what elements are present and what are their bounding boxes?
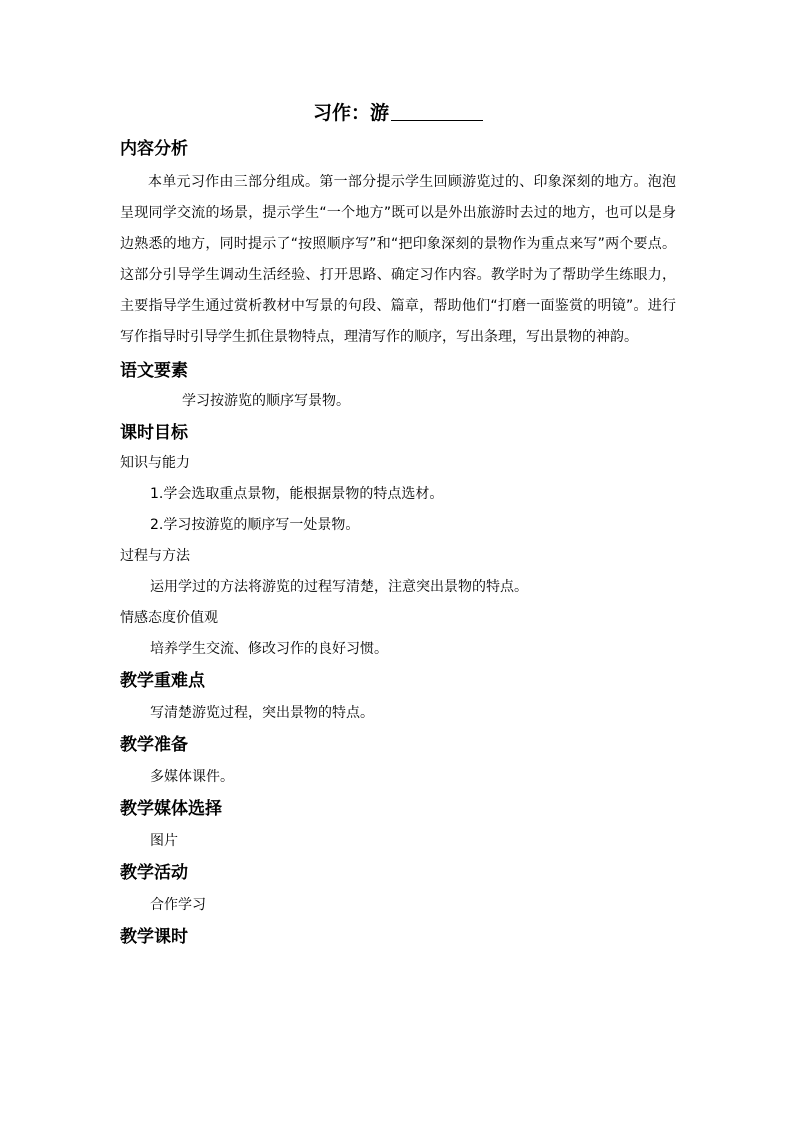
subheading-process-method: 过程与方法	[120, 548, 190, 564]
heading-teaching-prep: 教学准备	[120, 735, 188, 755]
heading-teaching-media: 教学媒体选择	[120, 799, 222, 819]
heading-content-analysis: 内容分析	[120, 139, 188, 159]
teaching-activity-text: 合作学习	[150, 897, 206, 913]
heading-lesson-goals: 课时目标	[120, 423, 188, 443]
heading-teaching-activity: 教学活动	[120, 863, 188, 883]
yuwen-elements-text: 学习按游览的顺序写景物。	[182, 393, 350, 409]
title-text: 习作：游	[312, 102, 389, 124]
subheading-knowledge-ability: 知识与能力	[120, 455, 190, 471]
knowledge-item-1: 1.学会选取重点景物，能根据景物的特点选材。	[150, 486, 444, 502]
knowledge-item-2: 2.学习按游览的顺序写一处景物。	[150, 517, 360, 533]
document-page	[120, 98, 676, 948]
content-analysis-paragraph: 本单元习作由三部分组成。第一部分提示学生回顾游览过的、印象深刻的地方。泡泡呈现同学交流的场景，提示学生“一个地方”既可以是外出旅游时去过的地方，也可以是身边熟悉的地方，同时提示了“按照顺序写”和“把印象深刻的景物作为重点来写”两个要点。这部分引导学生调动生活经验、打开思路、确定习作内容。教学时为了帮助学生练眼力，主要指导学生通过赏析教材中写景的句段、篇章，帮助他们“打磨一面鉴赏的明镜”。进行写作指导时引导学生抓住景物特点，理清写作的顺序，写出条理，写出景物的神韵。	[120, 174, 676, 345]
teaching-media-text: 图片	[150, 833, 178, 849]
page-title	[120, 98, 676, 128]
process-method-text: 运用学过的方法将游览的过程写清楚，注意突出景物的特点。	[150, 579, 528, 595]
heading-teaching-hours: 教学课时	[120, 927, 188, 947]
heading-yuwen-elements: 语文要素	[120, 361, 188, 381]
teaching-focus-text: 写清楚游览过程，突出景物的特点。	[150, 705, 374, 721]
subheading-emotion-values: 情感态度价值观	[120, 610, 218, 626]
teaching-prep-text: 多媒体课件。	[150, 769, 234, 785]
title-blank-line	[391, 102, 483, 121]
heading-teaching-focus: 教学重难点	[120, 671, 205, 691]
emotion-values-text: 培养学生交流、修改习作的良好习惯。	[150, 641, 388, 657]
